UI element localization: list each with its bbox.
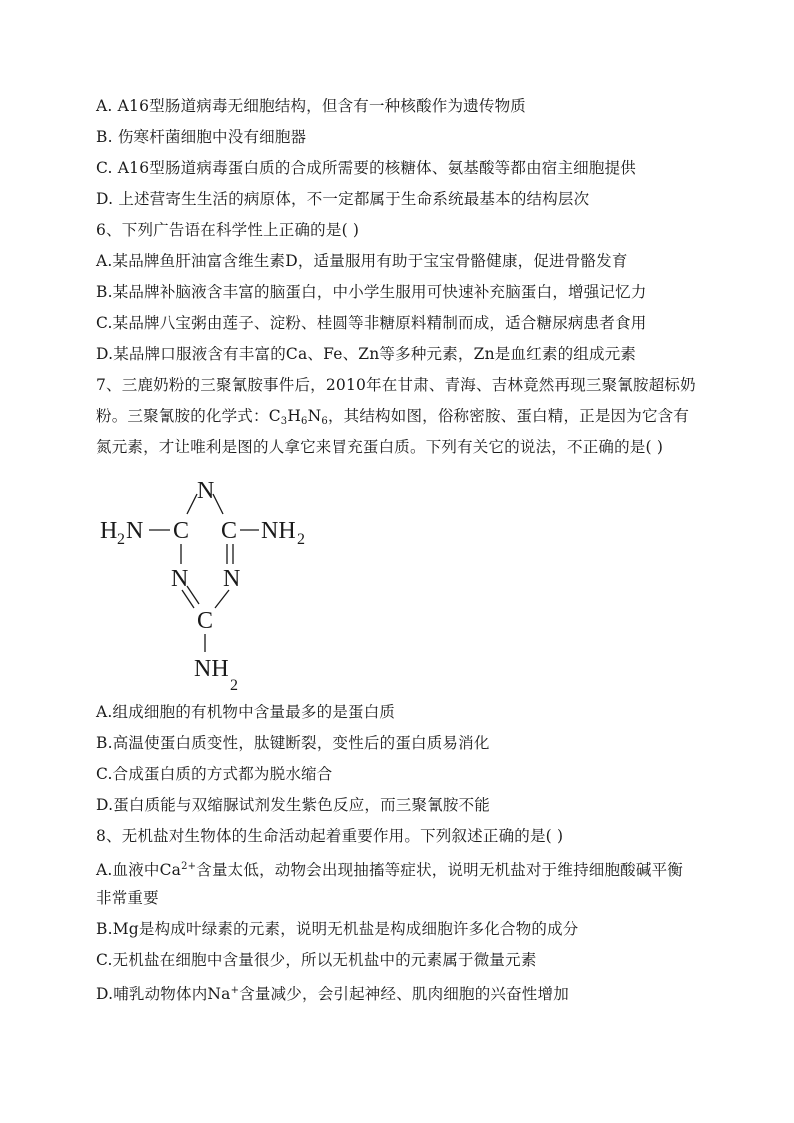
q5-option-a: A. A16型肠道病毒无细胞结构，但含有一种核酸作为遗传物质 <box>96 97 526 115</box>
formula-sub-n: 6 <box>321 416 328 427</box>
atom-c-bottom: C <box>197 608 214 634</box>
q8-option-a-pre: A.血液中Ca <box>96 861 182 879</box>
q7-option-a: A.组成细胞的有机物中含量最多的是蛋白质 <box>96 703 396 721</box>
amine-bottom-sub: 2 <box>230 677 238 694</box>
atom-c-left: C <box>173 518 190 544</box>
atom-n-left: N <box>171 566 189 592</box>
q6-option-c: C.某品牌八宝粥由莲子、淀粉、桂圆等非糖原料精制而成，适合糖尿病患者食用 <box>96 314 647 332</box>
bond-ntop-cleft <box>187 494 197 514</box>
q7-option-d: D.蛋白质能与双缩脲试剂发生紫色反应，而三聚氰胺不能 <box>96 796 491 814</box>
amine-right-sub: 2 <box>297 531 305 548</box>
q5-option-c: C. A16型肠道病毒蛋白质的合成所需要的核糖体、氨基酸等都由宿主细胞提供 <box>96 159 636 177</box>
q8-option-c: C.无机盐在细胞中含量很少，所以无机盐中的元素属于微量元素 <box>96 951 537 969</box>
q8-option-d-post: 含量减少，会引起神经、肌肉细胞的兴奋性增加 <box>239 985 569 1003</box>
q6-option-d: D.某品牌口服液含有丰富的Ca、Fe、Zn等多种元素，Zn是血红素的组成元素 <box>96 345 637 363</box>
q6-option-b: B.某品牌补脑液含丰富的脑蛋白，中小学生服用可快速补充脑蛋白，增强记忆力 <box>96 283 647 301</box>
melamine-structure-diagram <box>96 468 326 698</box>
formula-h: H <box>287 407 302 425</box>
q7-stem-line2-pre: 粉。三聚氰胺的化学式：C <box>96 407 281 425</box>
atom-n-top: N <box>197 478 215 504</box>
amine-right-nh: NH <box>261 518 296 544</box>
q8-option-d-pre: D.哺乳动物体内Na <box>96 985 231 1003</box>
q7-option-b: B.高温使蛋白质变性，肽键断裂，变性后的蛋白质易消化 <box>96 734 490 752</box>
bond-ntop-cright-1 <box>213 494 223 514</box>
q5-option-d: D. 上述营寄生生活的病原体，不一定都属于生命系统最基本的结构层次 <box>96 190 590 208</box>
formula-sub-h: 6 <box>301 416 308 427</box>
q8-option-a <box>96 857 683 880</box>
amine-left-n: N <box>126 518 144 544</box>
ion-charge-ca: 2+ <box>181 861 197 872</box>
ion-charge-na: + <box>230 985 240 996</box>
amine-left-h: H <box>100 518 118 544</box>
q6-stem: 6、下列广告语在科学性上正确的是( ) <box>96 221 360 239</box>
q8-option-a-line2: 非常重要 <box>96 889 159 907</box>
q8-option-d <box>96 981 569 1004</box>
q7-option-c: C.合成蛋白质的方式都为脱水缩合 <box>96 765 333 783</box>
q7-stem-line1: 7、三鹿奶粉的三聚氰胺事件后，2010年在甘肃、青海、吉林竟然再现三聚氰胺超标奶 <box>96 376 696 394</box>
amine-left-sub: 2 <box>117 531 125 548</box>
q8-option-b: B.Mg是构成叶绿素的元素，说明无机盐是构成细胞许多化合物的成分 <box>96 920 579 938</box>
q8-stem: 8、无机盐对生物体的生命活动起着重要作用。下列叙述正确的是( ) <box>96 827 564 845</box>
q7-stem-line3: 氮元素，才让唯利是图的人拿它来冒充蛋白质。下列有关它的说法，不正确的是( ) <box>96 438 664 456</box>
atom-n-right: N <box>223 566 241 592</box>
formula-n: N <box>307 407 322 425</box>
q6-option-a: A.某品牌鱼肝油富含维生素D，适量服用有助于宝宝骨骼健康，促进骨骼发育 <box>96 252 628 270</box>
atom-c-right: C <box>221 518 238 544</box>
amine-bottom-nh: NH <box>194 656 229 682</box>
q7-stem-line2-post: ，其结构如图，俗称密胺、蛋白精，正是因为它含有 <box>327 407 690 425</box>
bond-nright-cbottom <box>215 590 229 608</box>
formula-sub-c: 3 <box>280 416 288 427</box>
q8-option-a-post: 含量太低，动物会出现抽搐等症状，说明无机盐对于维持细胞酸碱平衡 <box>196 861 683 879</box>
q5-option-b: B. 伤寒杆菌细胞中没有细胞器 <box>96 128 307 146</box>
q7-stem-line2 <box>96 406 689 432</box>
